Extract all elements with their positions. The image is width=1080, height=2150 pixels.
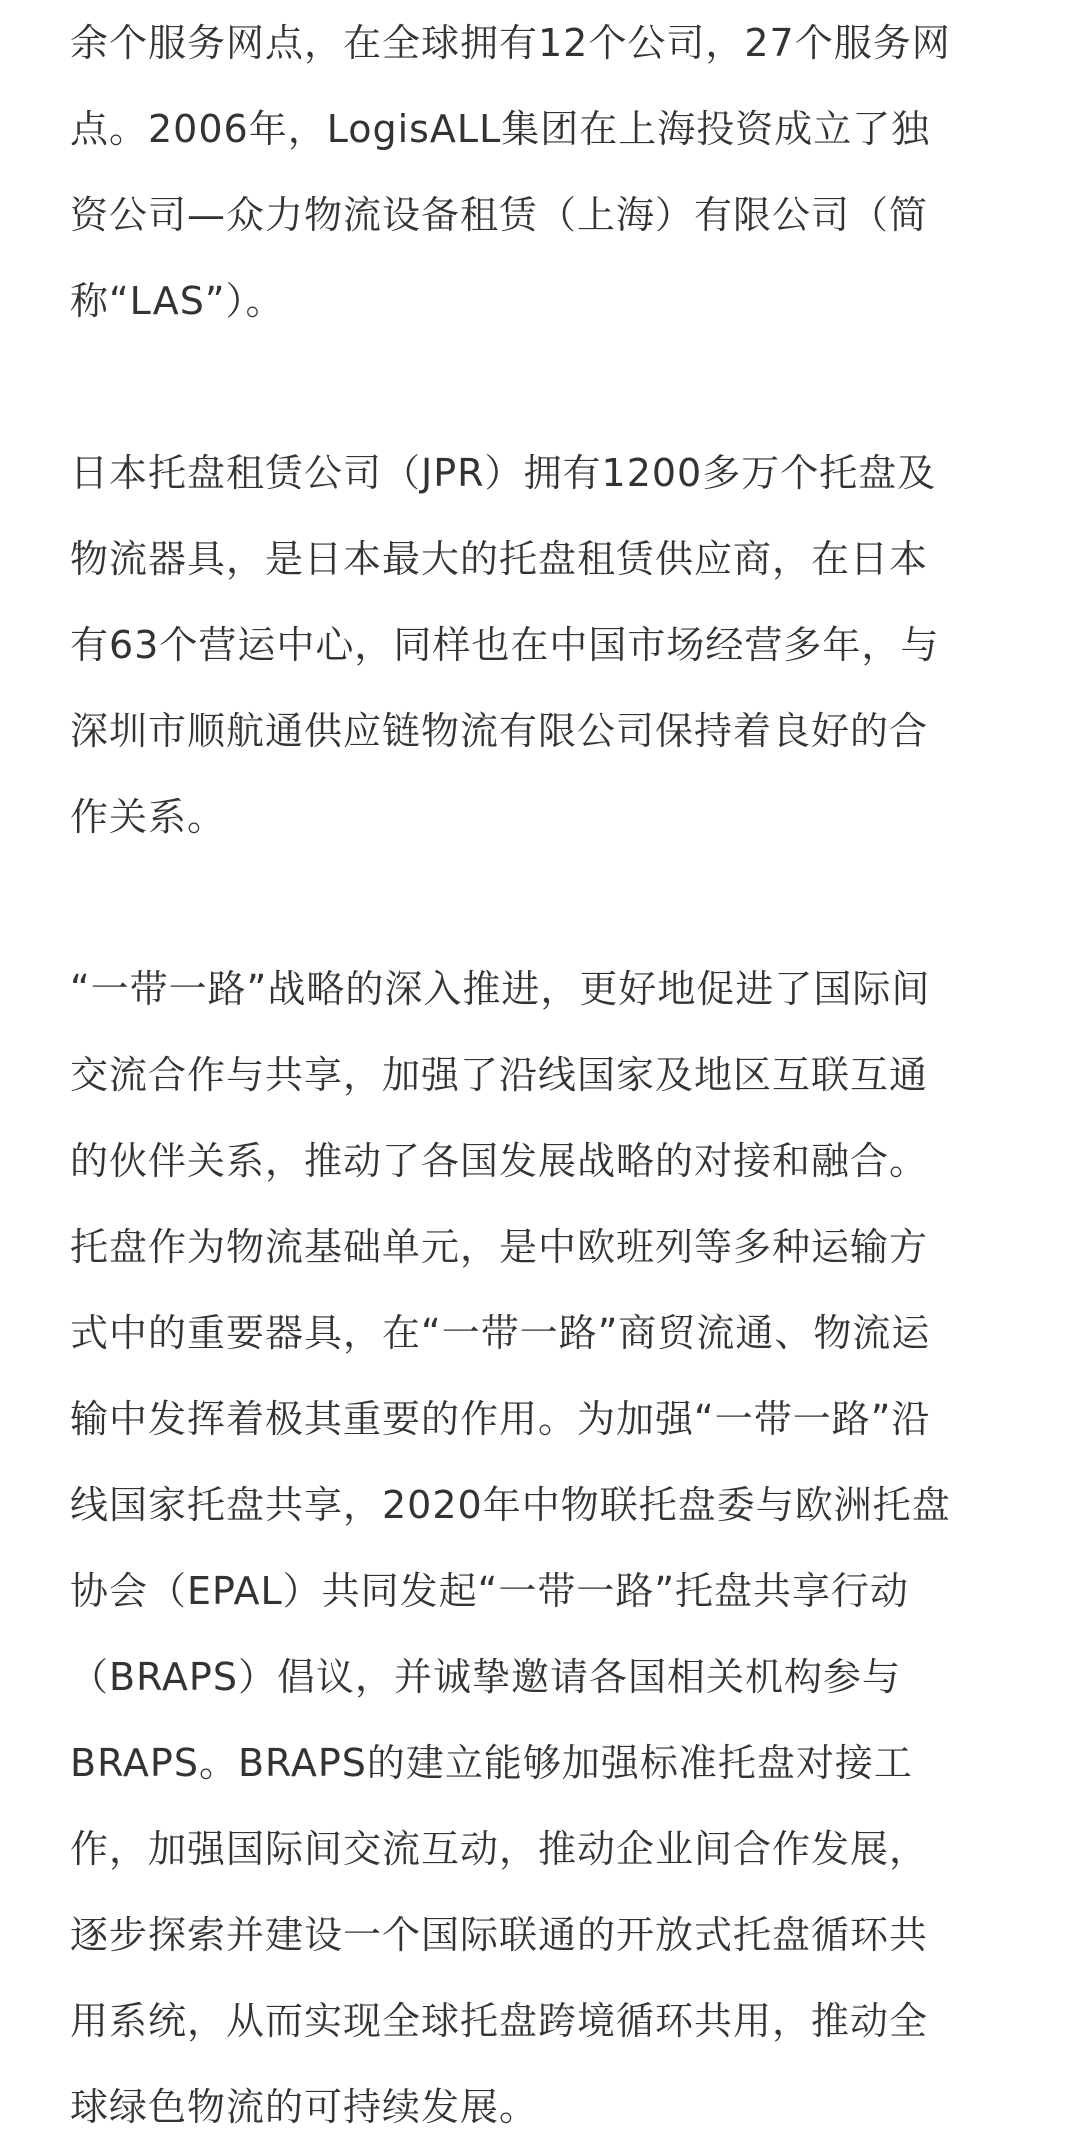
text-line: 线国家托盘共享，2020年中物联托盘委与欧洲托盘 <box>70 1483 951 1527</box>
article-body <box>70 0 1010 2150</box>
paragraph-spacer <box>70 860 1010 946</box>
text-line: “一带一路”战略的深入推进，更好地促进了国际间 <box>70 967 931 1011</box>
text-line: 称“LAS”）。 <box>70 279 285 323</box>
paragraph-jpr <box>70 430 1010 860</box>
text-line: 资公司—众力物流设备租赁（上海）有限公司（简 <box>70 193 929 237</box>
text-line: 深圳市顺航通供应链物流有限公司保持着良好的合 <box>70 709 929 753</box>
text-line: 交流合作与共享，加强了沿线国家及地区互联互通 <box>70 1053 929 1097</box>
text-line: （BRAPS）倡议，并诚挚邀请各国相关机构参与 <box>70 1655 901 1699</box>
text-line: 作，加强国际间交流互动，推动企业间合作发展， <box>70 1827 929 1871</box>
paragraph-logisall <box>70 0 1010 344</box>
text-line: 逐步探索并建设一个国际联通的开放式托盘循环共 <box>70 1913 929 1957</box>
text-line: 日本托盘租赁公司（JPR）拥有1200多万个托盘及 <box>70 451 937 495</box>
text-line: BRAPS。BRAPS的建立能够加强标准托盘对接工 <box>70 1741 913 1785</box>
text-line: 的伙伴关系，推动了各国发展战略的对接和融合。 <box>70 1139 929 1183</box>
text-line: 用系统，从而实现全球托盘跨境循环共用，推动全 <box>70 1999 929 2043</box>
text-line: 物流器具，是日本最大的托盘租赁供应商，在日本 <box>70 537 929 581</box>
paragraph-spacer <box>70 344 1010 430</box>
text-line: 有63个营运中心，同样也在中国市场经营多年，与 <box>70 623 940 667</box>
text-line: 输中发挥着极其重要的作用。为加强“一带一路”沿 <box>70 1397 931 1441</box>
text-line: 球绿色物流的可持续发展。 <box>70 2085 539 2129</box>
text-line: 协会（EPAL）共同发起“一带一路”托盘共享行动 <box>70 1569 910 1613</box>
text-line: 作关系。 <box>70 795 227 839</box>
text-line: 点。2006年，LogisALL集团在上海投资成立了独 <box>70 107 931 151</box>
paragraph-braps <box>70 946 1010 2150</box>
text-line: 余个服务网点，在全球拥有12个公司，27个服务网 <box>70 21 951 65</box>
text-line: 托盘作为物流基础单元，是中欧班列等多种运输方 <box>70 1225 929 1269</box>
text-line: 式中的重要器具，在“一带一路”商贸流通、物流运 <box>70 1311 931 1355</box>
